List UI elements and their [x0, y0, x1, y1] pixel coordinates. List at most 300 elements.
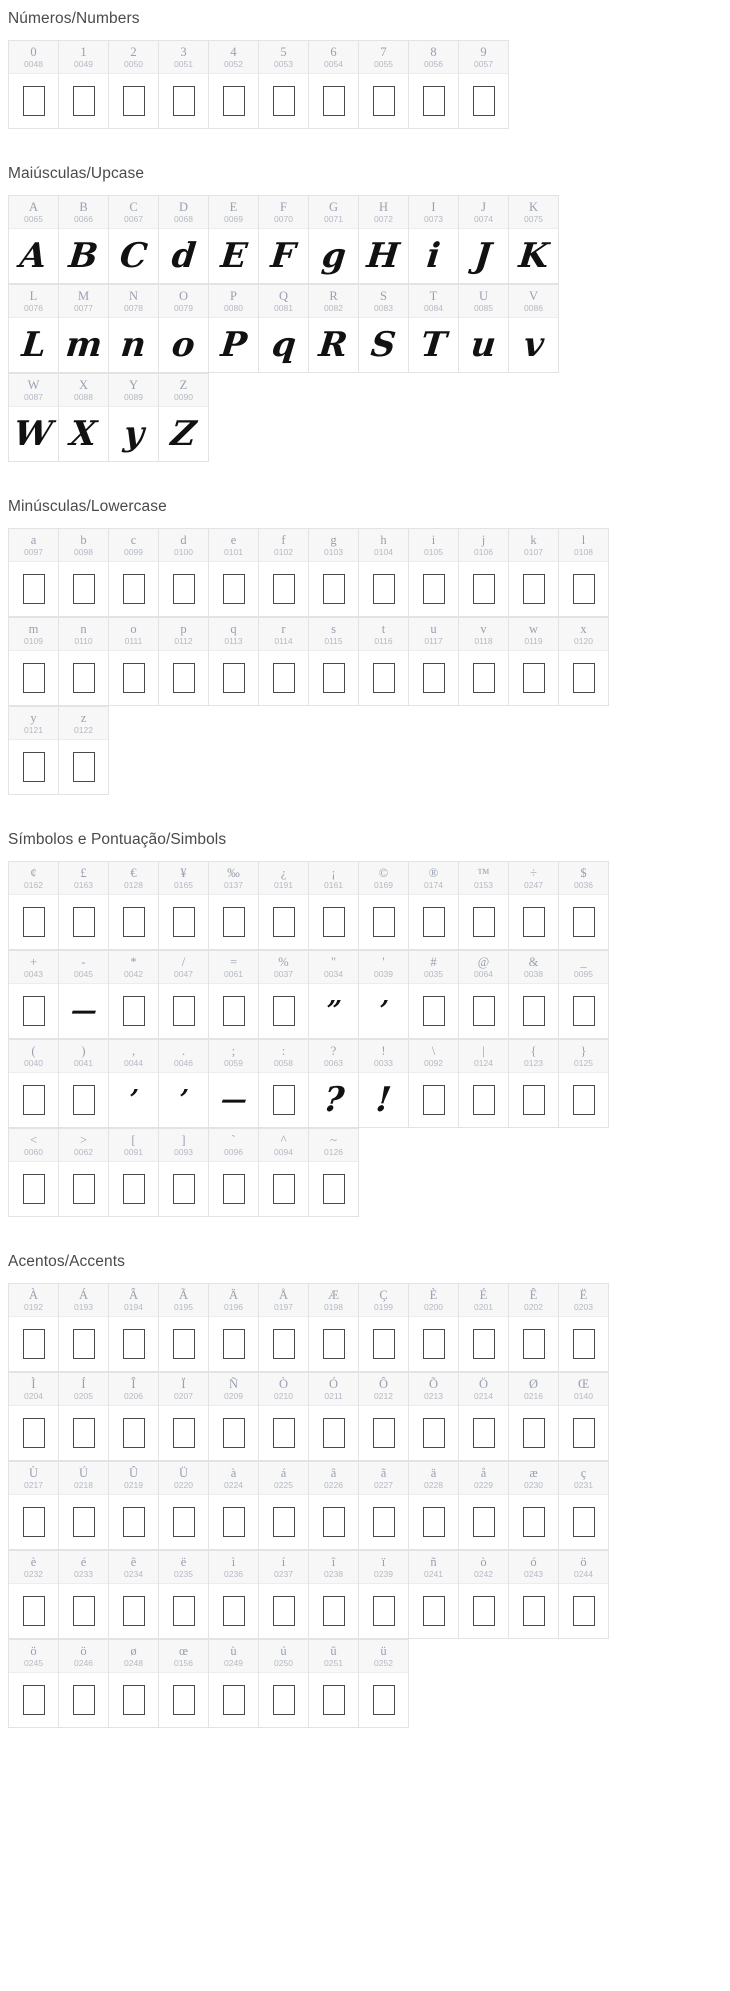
glyph-cell[interactable] — [159, 41, 209, 129]
glyph-code-label: 0052 — [224, 59, 243, 69]
glyph-char-label: L — [29, 289, 38, 303]
glyph-cell[interactable] — [259, 529, 309, 617]
glyph-cell-header — [109, 951, 158, 984]
glyph-cell[interactable] — [9, 374, 59, 462]
glyph-cell[interactable] — [59, 41, 109, 129]
glyph-cell[interactable] — [459, 529, 509, 617]
glyph-cell[interactable] — [59, 196, 109, 284]
glyph-char-label: E — [229, 200, 238, 214]
missing-glyph-box-icon — [323, 907, 345, 937]
glyph-cell[interactable] — [559, 1373, 609, 1461]
glyph-cell[interactable] — [259, 1462, 309, 1550]
glyph-preview — [359, 1673, 408, 1727]
glyph-cell[interactable] — [559, 529, 609, 617]
glyph-cell[interactable] — [309, 1040, 359, 1128]
glyph-cell[interactable] — [509, 285, 559, 373]
glyph-preview — [509, 1406, 558, 1460]
glyph-code-label: 0108 — [574, 547, 593, 557]
glyph-char-label: % — [278, 955, 289, 969]
glyph-char-label: e — [230, 533, 237, 547]
glyph-char-label: w — [528, 622, 539, 636]
glyph-cell[interactable] — [409, 529, 459, 617]
glyph-cell[interactable] — [159, 196, 209, 284]
glyph-preview — [209, 895, 258, 949]
glyph-cell[interactable] — [309, 618, 359, 706]
glyph-cell[interactable] — [509, 196, 559, 284]
glyph-cell[interactable] — [109, 41, 159, 129]
glyph-cell[interactable] — [109, 951, 159, 1039]
glyph-row — [8, 950, 609, 1039]
glyph-cell[interactable] — [209, 196, 259, 284]
glyph-cell[interactable] — [209, 862, 259, 950]
glyph-cell[interactable] — [9, 1551, 59, 1639]
glyph-cell[interactable] — [259, 41, 309, 129]
glyph-cell[interactable] — [359, 951, 409, 1039]
glyph-cell[interactable] — [159, 1040, 209, 1128]
glyph-char-label: | — [482, 1044, 485, 1058]
glyph-cell-header — [259, 1640, 308, 1673]
glyph-preview — [259, 651, 308, 705]
glyph-cell[interactable] — [59, 1462, 109, 1550]
glyph-cell[interactable] — [159, 529, 209, 617]
glyph-cell[interactable] — [109, 1462, 159, 1550]
glyph-cell-header — [59, 196, 108, 229]
glyph-cell[interactable] — [159, 374, 209, 462]
glyph-cell[interactable] — [309, 41, 359, 129]
glyph-preview — [259, 74, 308, 128]
missing-glyph-box-icon — [223, 907, 245, 937]
glyph-cell[interactable] — [9, 1040, 59, 1128]
glyph-cell[interactable] — [159, 862, 209, 950]
glyph-cell[interactable] — [109, 1129, 159, 1217]
glyph-cell[interactable] — [159, 1551, 209, 1639]
glyph-preview — [259, 229, 308, 283]
glyph-cell[interactable] — [459, 1462, 509, 1550]
glyph-cell[interactable] — [209, 1640, 259, 1728]
glyph-cell[interactable] — [109, 1040, 159, 1128]
glyph-char-label: å — [480, 1466, 487, 1480]
glyph-cell[interactable] — [209, 618, 259, 706]
missing-glyph-box-icon — [423, 1329, 445, 1359]
missing-glyph-box-icon — [73, 1596, 95, 1626]
glyph-cell[interactable] — [459, 862, 509, 950]
glyph-cell[interactable] — [459, 618, 509, 706]
glyph-code-label: 0089 — [124, 392, 143, 402]
missing-glyph-box-icon — [473, 907, 495, 937]
glyph-cell[interactable] — [409, 1462, 459, 1550]
glyph-cell[interactable] — [209, 1129, 259, 1217]
missing-glyph-box-icon — [523, 996, 545, 1026]
glyph-cell[interactable] — [209, 1551, 259, 1639]
glyph-code-label: 0229 — [474, 1480, 493, 1490]
glyph-cell[interactable] — [409, 1040, 459, 1128]
glyph-cell[interactable] — [409, 285, 459, 373]
missing-glyph-box-icon — [273, 1685, 295, 1715]
glyph-cell[interactable] — [109, 862, 159, 950]
glyph-cell[interactable] — [409, 1284, 459, 1372]
glyph-cell[interactable] — [9, 41, 59, 129]
glyph-cell[interactable] — [309, 1551, 359, 1639]
glyph-preview — [109, 1073, 158, 1127]
glyph-cell[interactable] — [309, 1129, 359, 1217]
glyph-cell[interactable] — [259, 618, 309, 706]
glyph-preview — [409, 1317, 458, 1371]
glyph-cell[interactable] — [459, 196, 509, 284]
glyph-char-label: k — [530, 533, 537, 547]
glyph-cell[interactable] — [259, 196, 309, 284]
glyph-preview — [9, 1673, 58, 1727]
charmap-section — [0, 155, 730, 462]
glyph-cell[interactable] — [59, 1284, 109, 1372]
glyph-preview — [159, 229, 208, 283]
glyph-cell[interactable] — [109, 1284, 159, 1372]
glyph-cell-header — [259, 1284, 308, 1317]
glyph-cell-header — [459, 1373, 508, 1406]
glyph-cell[interactable] — [109, 529, 159, 617]
glyph-cell[interactable] — [259, 1284, 309, 1372]
glyph-cell[interactable] — [509, 1551, 559, 1639]
glyph-cell-header — [209, 1373, 258, 1406]
glyph-cell[interactable] — [59, 529, 109, 617]
glyph-code-label: 0220 — [174, 1480, 193, 1490]
glyph-char-label: ü — [380, 1644, 387, 1658]
glyph-cell[interactable] — [159, 1373, 209, 1461]
glyph-preview — [9, 651, 58, 705]
glyph-cell[interactable] — [509, 1040, 559, 1128]
glyph-cell[interactable] — [9, 951, 59, 1039]
glyph-char-label: ú — [280, 1644, 287, 1658]
glyph-char-label: ¡ — [331, 866, 336, 880]
glyph-preview — [559, 895, 608, 949]
glyph-char-label: j — [481, 533, 486, 547]
glyph-cell[interactable] — [9, 285, 59, 373]
missing-glyph-box-icon — [523, 1596, 545, 1626]
glyph-cell[interactable] — [559, 1551, 609, 1639]
glyph-cell-header — [59, 1640, 108, 1673]
glyph-cell[interactable] — [9, 1284, 59, 1372]
glyph-cell[interactable] — [509, 862, 559, 950]
glyph-cell-header — [59, 1129, 108, 1162]
glyph-cell[interactable] — [59, 707, 109, 795]
glyph-cell[interactable] — [259, 1640, 309, 1728]
glyph-char-label: h — [380, 533, 387, 547]
glyph-preview — [309, 562, 358, 616]
glyph-preview — [559, 1406, 608, 1460]
missing-glyph-box-icon — [223, 1329, 245, 1359]
glyph-cell[interactable] — [9, 1462, 59, 1550]
glyph-cell[interactable] — [409, 41, 459, 129]
glyph-cell[interactable] — [259, 1373, 309, 1461]
glyph-cell[interactable] — [109, 618, 159, 706]
charmap-section — [0, 1243, 730, 1728]
glyph-cell[interactable] — [209, 1373, 259, 1461]
glyph-cell[interactable] — [9, 1129, 59, 1217]
glyph-cell[interactable] — [309, 529, 359, 617]
glyph-cell[interactable] — [359, 618, 409, 706]
glyph-preview — [109, 74, 158, 128]
glyph-char-label: n — [80, 622, 87, 636]
glyph-code-label: 0219 — [124, 1480, 143, 1490]
glyph-char-label: Ä — [228, 1288, 239, 1302]
glyph-cell[interactable] — [159, 1640, 209, 1728]
missing-glyph-box-icon — [73, 1085, 95, 1115]
glyph-cell[interactable] — [409, 618, 459, 706]
glyph-cell[interactable] — [109, 1551, 159, 1639]
missing-glyph-box-icon — [123, 996, 145, 1026]
glyph-cell[interactable] — [259, 1129, 309, 1217]
glyph-cell[interactable] — [459, 41, 509, 129]
glyph-cell[interactable] — [259, 285, 309, 373]
glyph-cell[interactable] — [459, 1551, 509, 1639]
glyph-code-label: 0087 — [24, 392, 43, 402]
missing-glyph-box-icon — [23, 907, 45, 937]
glyph-cell[interactable] — [559, 862, 609, 950]
glyph-cell[interactable] — [9, 618, 59, 706]
glyph-cell[interactable] — [359, 529, 409, 617]
glyph-cell-header — [359, 951, 408, 984]
glyph-cell[interactable] — [359, 41, 409, 129]
glyph-cell[interactable] — [509, 1462, 559, 1550]
glyph-char-label: Ø — [528, 1377, 539, 1391]
glyph-cell[interactable] — [59, 951, 109, 1039]
glyph-cell[interactable] — [59, 618, 109, 706]
glyph-cell-header — [359, 285, 408, 318]
glyph-cell[interactable] — [309, 1462, 359, 1550]
glyph-char-label: [ — [131, 1133, 136, 1147]
missing-glyph-box-icon — [273, 1418, 295, 1448]
glyph-cell[interactable] — [509, 529, 559, 617]
missing-glyph-box-icon — [73, 1685, 95, 1715]
glyph-cell[interactable] — [259, 1551, 309, 1639]
glyph-cell-header — [109, 1129, 158, 1162]
glyph-cell[interactable] — [559, 951, 609, 1039]
glyph-code-label: 0041 — [74, 1058, 93, 1068]
glyph-cell[interactable] — [409, 862, 459, 950]
missing-glyph-box-icon — [423, 996, 445, 1026]
glyph-char-label: R — [329, 289, 338, 303]
glyph-cell[interactable] — [9, 1640, 59, 1728]
glyph-render: P — [218, 325, 249, 365]
missing-glyph-box-icon — [23, 1329, 45, 1359]
glyph-char-label: ¿ — [280, 866, 287, 880]
glyph-cell[interactable] — [159, 951, 209, 1039]
glyph-cell[interactable] — [109, 196, 159, 284]
glyph-cell[interactable] — [509, 951, 559, 1039]
glyph-cell[interactable] — [409, 1373, 459, 1461]
glyph-preview — [59, 1317, 108, 1371]
glyph-cell[interactable] — [209, 1462, 259, 1550]
glyph-cell[interactable] — [59, 285, 109, 373]
glyph-char-label: Ó — [328, 1377, 339, 1391]
glyph-char-label: 6 — [330, 45, 337, 59]
glyph-cell[interactable] — [159, 1129, 209, 1217]
glyph-cell[interactable] — [109, 285, 159, 373]
glyph-cell[interactable] — [109, 374, 159, 462]
glyph-cell[interactable] — [359, 862, 409, 950]
glyph-code-label: 0088 — [74, 392, 93, 402]
glyph-cell[interactable] — [159, 1284, 209, 1372]
glyph-code-label: 0161 — [324, 880, 343, 890]
glyph-cell[interactable] — [359, 1640, 409, 1728]
glyph-cell[interactable] — [409, 196, 459, 284]
glyph-cell[interactable] — [59, 1551, 109, 1639]
glyph-code-label: 0109 — [24, 636, 43, 646]
glyph-code-label: 0246 — [74, 1658, 93, 1668]
glyph-cell[interactable] — [459, 1284, 509, 1372]
glyph-preview — [209, 984, 258, 1038]
glyph-cell[interactable] — [309, 951, 359, 1039]
glyph-code-label: 0071 — [324, 214, 343, 224]
glyph-code-label: 0055 — [374, 59, 393, 69]
glyph-cell[interactable] — [309, 1373, 359, 1461]
glyph-cell[interactable] — [59, 1373, 109, 1461]
glyph-code-label: 0062 — [74, 1147, 93, 1157]
glyph-cell[interactable] — [359, 1373, 409, 1461]
glyph-cell[interactable] — [209, 285, 259, 373]
glyph-cell[interactable] — [309, 1284, 359, 1372]
glyph-cell[interactable] — [359, 285, 409, 373]
glyph-cell[interactable] — [259, 862, 309, 950]
glyph-cell[interactable] — [59, 374, 109, 462]
glyph-cell[interactable] — [309, 285, 359, 373]
glyph-code-label: 0074 — [474, 214, 493, 224]
missing-glyph-box-icon — [123, 86, 145, 116]
glyph-cell[interactable] — [259, 951, 309, 1039]
glyph-cell[interactable] — [9, 196, 59, 284]
glyph-char-label: ë — [180, 1555, 187, 1569]
glyph-cell-header — [409, 1040, 458, 1073]
section-title: Maiúsculas/Upcase — [8, 165, 145, 182]
glyph-cell[interactable] — [209, 529, 259, 617]
glyph-cell[interactable] — [509, 1284, 559, 1372]
glyph-cell[interactable] — [359, 1462, 409, 1550]
glyph-char-label: b — [80, 533, 87, 547]
glyph-cell[interactable] — [159, 285, 209, 373]
glyph-preview — [159, 1495, 208, 1549]
glyph-cell-header — [159, 1551, 208, 1584]
glyph-cell-header — [459, 1284, 508, 1317]
glyph-code-label: 0040 — [24, 1058, 43, 1068]
glyph-cell[interactable] — [309, 196, 359, 284]
glyph-char-label: Ê — [529, 1288, 538, 1302]
glyph-cell[interactable] — [509, 618, 559, 706]
missing-glyph-box-icon — [473, 1329, 495, 1359]
glyph-cell[interactable] — [159, 618, 209, 706]
glyph-cell[interactable] — [109, 1373, 159, 1461]
glyph-cell[interactable] — [9, 529, 59, 617]
glyph-cell-header — [409, 285, 458, 318]
glyph-cell[interactable] — [409, 951, 459, 1039]
glyph-code-label: 0115 — [324, 636, 343, 646]
glyph-cell[interactable] — [209, 1040, 259, 1128]
glyph-row — [8, 284, 559, 373]
glyph-preview — [309, 1495, 358, 1549]
glyph-cell[interactable] — [309, 1640, 359, 1728]
glyph-cell[interactable] — [209, 1284, 259, 1372]
glyph-cell[interactable] — [209, 41, 259, 129]
glyph-char-label: Ú — [78, 1466, 89, 1480]
glyph-cell[interactable] — [109, 1640, 159, 1728]
glyph-cell[interactable] — [359, 196, 409, 284]
missing-glyph-box-icon — [23, 86, 45, 116]
glyph-cell[interactable] — [59, 1040, 109, 1128]
glyph-code-label: 0091 — [124, 1147, 143, 1157]
glyph-cell-header — [409, 1284, 458, 1317]
glyph-cell[interactable] — [209, 951, 259, 1039]
glyph-cell[interactable] — [359, 1551, 409, 1639]
glyph-cell[interactable] — [559, 1462, 609, 1550]
glyph-code-label: 0037 — [274, 969, 293, 979]
glyph-cell[interactable] — [509, 1373, 559, 1461]
glyph-cell[interactable] — [309, 862, 359, 950]
glyph-cell[interactable] — [9, 1373, 59, 1461]
glyph-cell[interactable] — [59, 1129, 109, 1217]
glyph-cell-header — [159, 1640, 208, 1673]
glyph-char-label: Ò — [278, 1377, 289, 1391]
glyph-code-label: 0236 — [224, 1569, 243, 1579]
glyph-cell[interactable] — [59, 862, 109, 950]
glyph-cell[interactable] — [559, 618, 609, 706]
glyph-preview — [209, 1584, 258, 1638]
missing-glyph-box-icon — [373, 86, 395, 116]
glyph-preview — [209, 1406, 258, 1460]
glyph-code-label: 0096 — [224, 1147, 243, 1157]
glyph-char-label: ? — [330, 1044, 337, 1058]
glyph-preview — [59, 1073, 108, 1127]
glyph-char-label: } — [580, 1044, 587, 1058]
glyph-code-label: 0118 — [474, 636, 493, 646]
missing-glyph-box-icon — [123, 1596, 145, 1626]
glyph-cell[interactable] — [159, 1462, 209, 1550]
glyph-code-label: 0191 — [274, 880, 293, 890]
glyph-char-label: B — [79, 200, 88, 214]
glyph-cell-header — [9, 707, 58, 740]
glyph-cell[interactable] — [409, 1551, 459, 1639]
glyph-code-label: 0199 — [374, 1302, 393, 1312]
glyph-code-label: 0034 — [324, 969, 343, 979]
glyph-cell-header — [359, 1462, 408, 1495]
glyph-cell[interactable] — [259, 1040, 309, 1128]
glyph-code-label: 0110 — [74, 636, 93, 646]
missing-glyph-box-icon — [323, 1174, 345, 1204]
glyph-preview — [409, 984, 458, 1038]
glyph-cell-header — [509, 285, 558, 318]
glyph-cell[interactable] — [559, 1040, 609, 1128]
glyph-cell[interactable] — [559, 1284, 609, 1372]
glyph-cell-header — [559, 1040, 608, 1073]
glyph-cell-header — [9, 1373, 58, 1406]
glyph-cell[interactable] — [59, 1640, 109, 1728]
glyph-cell-header — [559, 618, 608, 651]
glyph-code-label: 0059 — [224, 1058, 243, 1068]
glyph-char-label: ï — [381, 1555, 386, 1569]
glyph-code-label: 0119 — [524, 636, 543, 646]
glyph-cell[interactable] — [359, 1040, 409, 1128]
glyph-cell[interactable] — [459, 951, 509, 1039]
glyph-cell[interactable] — [9, 862, 59, 950]
glyph-char-label: G — [328, 200, 339, 214]
glyph-render: v — [521, 325, 546, 365]
glyph-cell[interactable] — [459, 1040, 509, 1128]
glyph-cell[interactable] — [459, 285, 509, 373]
glyph-preview — [259, 1495, 308, 1549]
glyph-cell[interactable] — [359, 1284, 409, 1372]
glyph-code-label: 0111 — [124, 636, 143, 646]
missing-glyph-box-icon — [573, 996, 595, 1026]
glyph-cell[interactable] — [9, 707, 59, 795]
glyph-preview — [359, 1317, 408, 1371]
glyph-cell[interactable] — [459, 1373, 509, 1461]
